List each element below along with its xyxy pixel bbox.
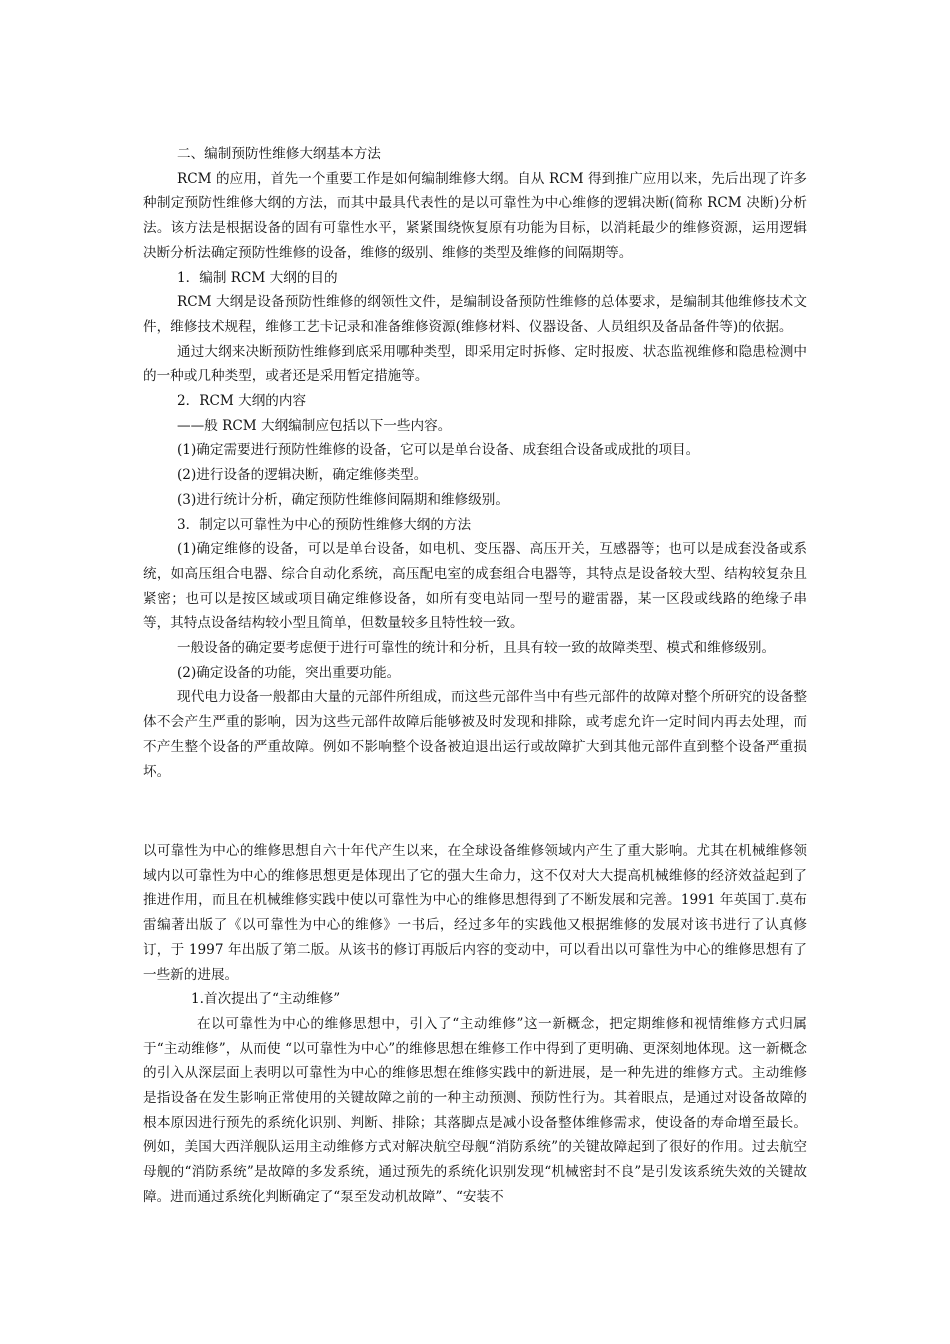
paragraph: RCM 的应用，首先一个重要工作是如何编制维修大纲。自从 RCM 得到推广应用以来，先后出现了许多种制定预防性维修大纲的方法，而其中最具代表性的是以可靠性为中心维修的逻辑决断(简称 RCM 决断)分析法。该方法是根据设备的固有可靠性水平，紧紧围绕恢复原有功能为目标，以消耗最少的维修资源，运用逻辑决断分析法确定预防性维修的设备，维修的级别、维修的类型及维修的间隔期等。 bbox=[143, 170, 807, 261]
paragraph: (1)确定维修的设备，可以是单台设备，如电机、变压器、高压开关，互感器等；也可以是成套没备或系统，如高压组合电器、综合自动化系统，高压配电室的成套组合电器等，其特点是设备较大型、结构较复杂且紧密；也可以是按区域或项目确定维修设备，如所有变电站同一型号的避雷器，某一区段或线路的绝缘子串等，其特点设备结构较小型且简单，但数量较多且特性较一致。 bbox=[143, 541, 807, 632]
subheading: 3．制定以可靠性为中心的预防性维修大纲的方法 bbox=[177, 516, 472, 533]
section-preventive-maintenance-outline bbox=[143, 142, 807, 784]
subheading: 1．编制 RCM 大纲的目的 bbox=[177, 269, 338, 286]
paragraph: (2)确定设备的功能，突出重要功能。 bbox=[177, 664, 401, 681]
paragraph: 以可靠性为中心的维修思想自六十年代产生以来，在全球设备维修领域内产生了重大影响。尤其在机械维修领域内以可靠性为中心的维修思想更是体现出了它的强大生命力，这不仅对大大提高机械维修的经济效益起到了推进作用，而且在机械维修实践中使以可靠性为中心的维修思想得到了不断发展和完善。1991 年英国丁.莫布雷编著出版了《以可靠性为中心的维修》一书后，经过多年的实践他又根据维修的发展对该书进行了认真修订，于 1997 年出版了第二版。从该书的修订再版后内容的变动中，可以看出以可靠性为中心的维修思想有了一些新的进展。 bbox=[143, 843, 807, 983]
list-item: (1)确定需要进行预防性维修的设备，它可以是单台设备、成套组合设备或成批的项目。 bbox=[177, 442, 700, 459]
paragraph: 通过大纲来决断预防性维修到底采用哪种类型，即采用定时拆修、定时报废、状态监视维修和隐患检测中的一种或几种类型，或者还是采用暂定措施等。 bbox=[143, 343, 807, 385]
list-item: (2)进行设备的逻辑决断，确定维修类型。 bbox=[177, 467, 428, 484]
section-rcm-development bbox=[143, 839, 807, 1210]
paragraph: 在以可靠性为中心的维修思想中，引入了“主动维修”这一新概念，把定期维修和视情维修方式归属于“主动维修”，从而使 “以可靠性为中心”的维修思想在维修工作中得到了更明确、更深刻地体现。这一新概念的引入从深层面上表明以可靠性为中心的维修思想在维修实践中的新进展，是一种先进的维修方式。主动维修是指设备在发生影响正常使用的关键故障之前的一种主动预测、预防性行为。其着眼点，是通过对设备故障的根本原因进行预先的系统化识别、判断、排除；其落脚点是减小设备整体维修需求，使设备的寿命增至最长。例如，美国大西洋舰队运用主动维修方式对解决航空母舰“消防系统”的关键故障起到了很好的作用。过去航空母舰的“消防系统”是故障的多发系统，通过预先的系统化识别发现“机械密封不良”是引发该系统失效的关键故障。进而通过系统化判断确定了“泵至发动机故障”、“安装不 bbox=[143, 1015, 807, 1205]
section-heading: 二、编制预防性维修大纲基本方法 bbox=[177, 146, 381, 162]
paragraph: 现代电力设备一般都由大量的元部件所组成，而这些元部件当中有些元部件的故障对整个所研究的设备整体不会产生严重的影响，因为这些元部件故障后能够被及时发现和排除，或考虑允许一定时间内再去处理，而不产生整个设备的严重故障。例如不影响整个设备被迫退出运行或故障扩大到其他元部件直到整个设备严重损坏。 bbox=[143, 689, 807, 780]
paragraph: 一般设备的确定要考虑便于进行可靠性的统计和分析，且具有较一致的故障类型、模式和维修级别。 bbox=[177, 640, 776, 657]
subheading: 1.首次提出了“主动维修” bbox=[191, 991, 341, 1008]
paragraph: RCM 大纲是设备预防性维修的纲领性文件，是编制设备预防性维修的总体要求，是编制其他维修技术文件，维修技术规程，维修工艺卡记录和准备维修资源(维修材料、仪器设备、人员组织及备品备件等)的依据。 bbox=[143, 294, 807, 335]
list-item: (3)进行统计分析，确定预防性维修间隔期和维修级别。 bbox=[177, 491, 509, 508]
paragraph: ——般 RCM 大纲编制应包括以下一些内容。 bbox=[177, 417, 452, 434]
subheading: 2．RCM 大纲的内容 bbox=[177, 393, 307, 410]
